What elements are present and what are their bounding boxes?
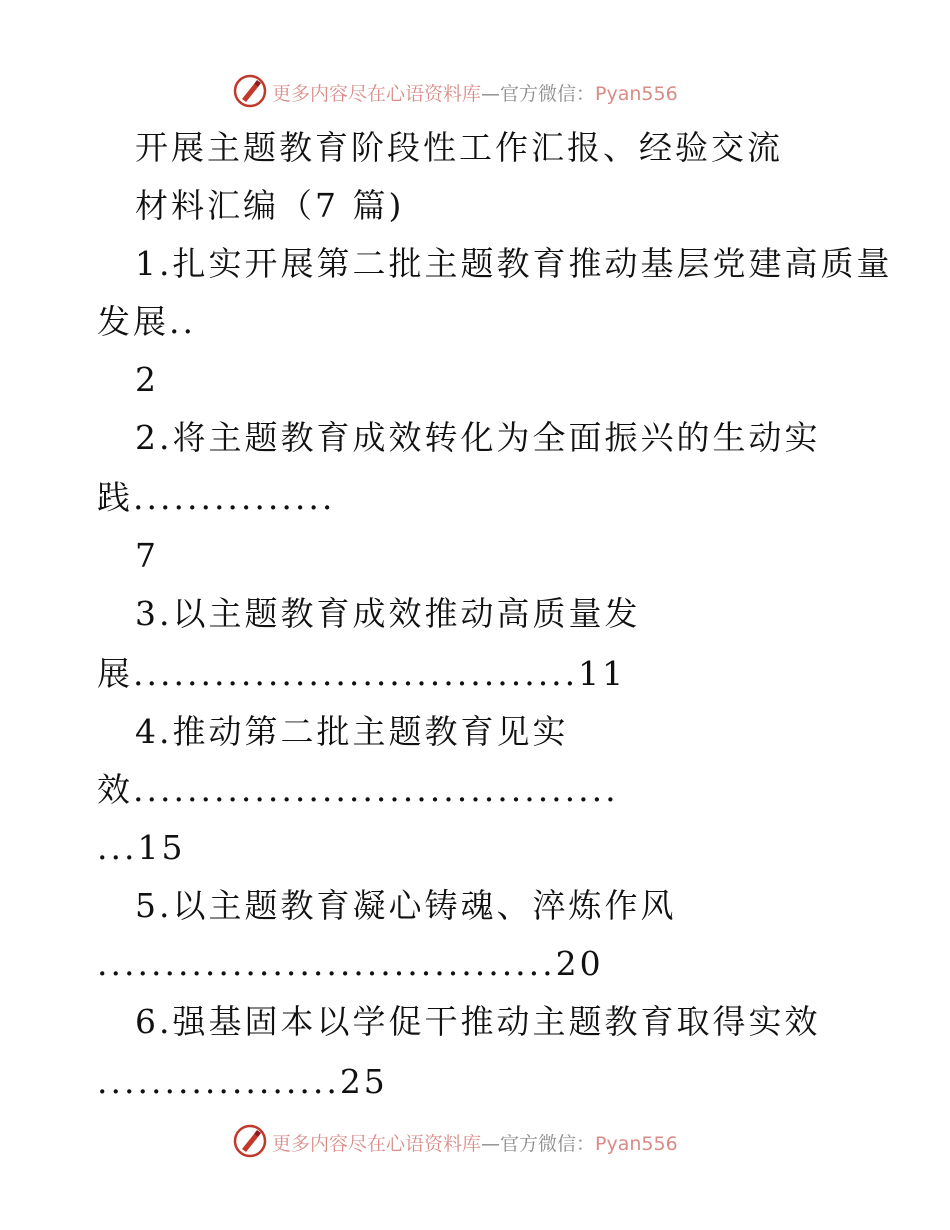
pen-logo-icon (233, 74, 267, 108)
toc-page-number: 2 (135, 360, 159, 399)
pen-logo-icon (233, 1124, 267, 1158)
footer-watermark (0, 1120, 950, 1160)
watermark-text (272, 1129, 678, 1156)
watermark-sub: 官方微信： (500, 83, 596, 105)
watermark-main: 更多内容尽在心语资料库 (272, 83, 482, 105)
toc-page-number: 7 (135, 536, 159, 575)
watermark-dash: — (481, 1133, 501, 1155)
watermark-id: Pyan556 (595, 1133, 678, 1155)
watermark-text (272, 79, 678, 106)
watermark-sub: 官方微信： (500, 1133, 596, 1155)
header-watermark (0, 70, 950, 110)
toc-entry-text: 5.以主题教育凝心铸魂、淬炼作风 (135, 886, 677, 925)
doc-title-line2: 材料汇编（7 篇) (135, 186, 405, 225)
toc-entry-text: 4.推动第二批主题教育见实 (135, 712, 569, 751)
toc-entry-text: 效.................................... (97, 770, 619, 809)
doc-title-line1: 开展主题教育阶段性工作汇报、经验交流 (135, 128, 783, 167)
watermark-dash: — (481, 83, 501, 105)
toc-entry-text: ..................................20 (97, 944, 604, 983)
toc-entry-text: 1.扎实开展第二批主题教育推动基层党建高质量 (135, 244, 893, 283)
watermark-id: Pyan556 (595, 83, 678, 105)
toc-entry-text: 3.以主题教育成效推动高质量发 (135, 594, 641, 633)
toc-entry-text: 发展.. (97, 302, 196, 341)
toc-entry-text: 2.将主题教育成效转化为全面振兴的生动实 (135, 418, 821, 457)
toc-entry-text: 6.强基固本以学促干推动主题教育取得实效 (135, 1002, 821, 1041)
toc-entry-text: ..................25 (97, 1062, 388, 1101)
watermark-main: 更多内容尽在心语资料库 (272, 1133, 482, 1155)
toc-entry-text: 践............... (97, 478, 336, 517)
toc-entry-text: 展.................................11 (97, 654, 627, 693)
toc-page-number: ...15 (97, 828, 186, 867)
